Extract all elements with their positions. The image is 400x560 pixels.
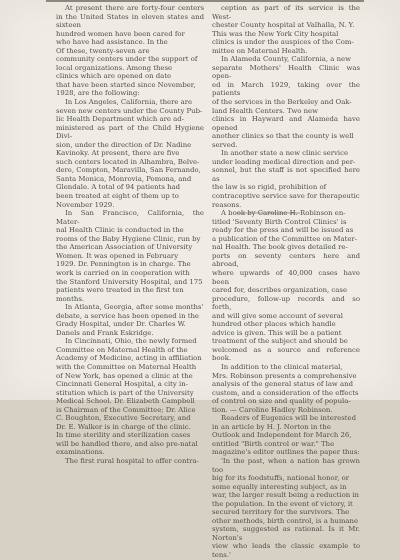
right-paragraph: 'In the past, when a nation has grown too big for its foodstuffs, national honor, or some equally interesting subject, as in war, the larger result being a reduction in the population. In the event of victory, it secured territory for the survivors. The other methods, birth control, is a humane system, suggested as rational. Is it Mr. Norton's view who leads the classic example to tens.': [212, 456, 360, 559]
right-paragraph: In addition to the clinical material, Mrs. Robinson presents a comprehensive analysis of the general status of law and custom, and a consideration of the effects of control on size and quality of popula- tion. — Caroline Hadley Robinson.: [212, 362, 359, 414]
right-paragraph: A book by Caroline H. Robinson en- titled 'Seventy Birth Control Clinics' is ready for the press and will be issued as a publication of the Committee on Mater- nal Health. The book gives detailed re- ports on seventy centers here and abroad, where upwards of 40,000 cases have been cared for, describes organization, case procedure, follow-up records and so forth, and will give some account of several hundred other places which handle advice is given. This will be a patient treatment of the subject and should be welcomed as a source and reference book.: [212, 209, 360, 363]
top-rule: [46, 0, 364, 2]
left-paragraph: In Atlanta, Georgia, after some months' debate, a service has been opened in the Grady Hospital, under Dr. Charles W. Danels and Frank Eskridge.: [56, 303, 204, 337]
section-divider: [236, 212, 300, 214]
left-paragraph: In Cincinnati, Ohio, the newly formed Committee on Maternal Health of the Academy of Medicine, acting in affiliation with the Committee on Maternal Health of New York, has opened a clinic at the Cincinnati General Hospital, a city in- stitution which is part of the University Medical School. Dr. Elizabeth Campbell is Chairman of the Committee; Dr. Alice C. Boughton, Executive Secretary, and Dr. E. Walker is in charge of the clinic. In time sterility and sterilization cases will be handled there, and also pre-natal examinations.: [56, 337, 202, 457]
left-paragraph: In San Francisco, California, the Mater- nal Health Clinic is conducted in the rooms of the Baby Hygiene Clinic, run by the American Association of University Women. It was opened in February 1929. Dr. Pennington is in charge. The work is carried on in cooperation with the Stanford University Hospital, and 175 patients were treated in the first ten months.: [56, 209, 204, 303]
right-paragraph: In Alameda County, California, a new separate Mothers' Health Clinic was open- ed in March 1929, taking over the patients of the services in the Berkeley and Oak- land Health Centers. Two new clinics in Hayward and Alameda have opened another clinics so that the county is well served.: [212, 55, 360, 149]
right-paragraph: Readers of Eugenics will be interested in an article by H. J. Norton in the Outlook and Independent for March 26, entitled "Birth control or war." The magazine's editor outlines the paper thus:: [212, 414, 360, 457]
right-paragraph: In another state a new clinic service under leading medical direction and per- sonnel, but the staff is not specified here as the law is so rigid, prohibition of contraceptive service save for therapeutic reasons.: [212, 149, 360, 209]
right-column: [212, 4, 360, 560]
left-paragraph: In Los Angeles, California, there are seven new centers under the County Pub- lic Health Department which are ad- ministered as part of the Child Hygiene Divi- sion, under the direction of Dr. Nadine Kavinoky. At present, there are five such centers located in Alhambra, Belve- dere, Compton, Maravilla, San Fernando, Santa Monica, Monrovia, Pomona, and Glendale. A total of 94 patients had been treated at eight of them up to November 1929.: [56, 98, 204, 209]
right-paragraph: ception as part of its service is the West- chester County hospital at Valhalla, N. Y. This was the New York City hospital clinics is under the auspices of the Com- mittee on Maternal Health.: [212, 4, 360, 55]
left-paragraph: The first rural hospital to offer contra-: [65, 456, 199, 465]
left-paragraph: At present there are forty-four centers in the United States in eleven states and sixteen hundred women have been cared for who have had assistance. In the Of these, twenty-seven are community centers under the support of local organizations. Among these clinics which are opened on date that have been started since November, 1928, are the following:: [56, 4, 204, 98]
left-column: [56, 4, 204, 466]
